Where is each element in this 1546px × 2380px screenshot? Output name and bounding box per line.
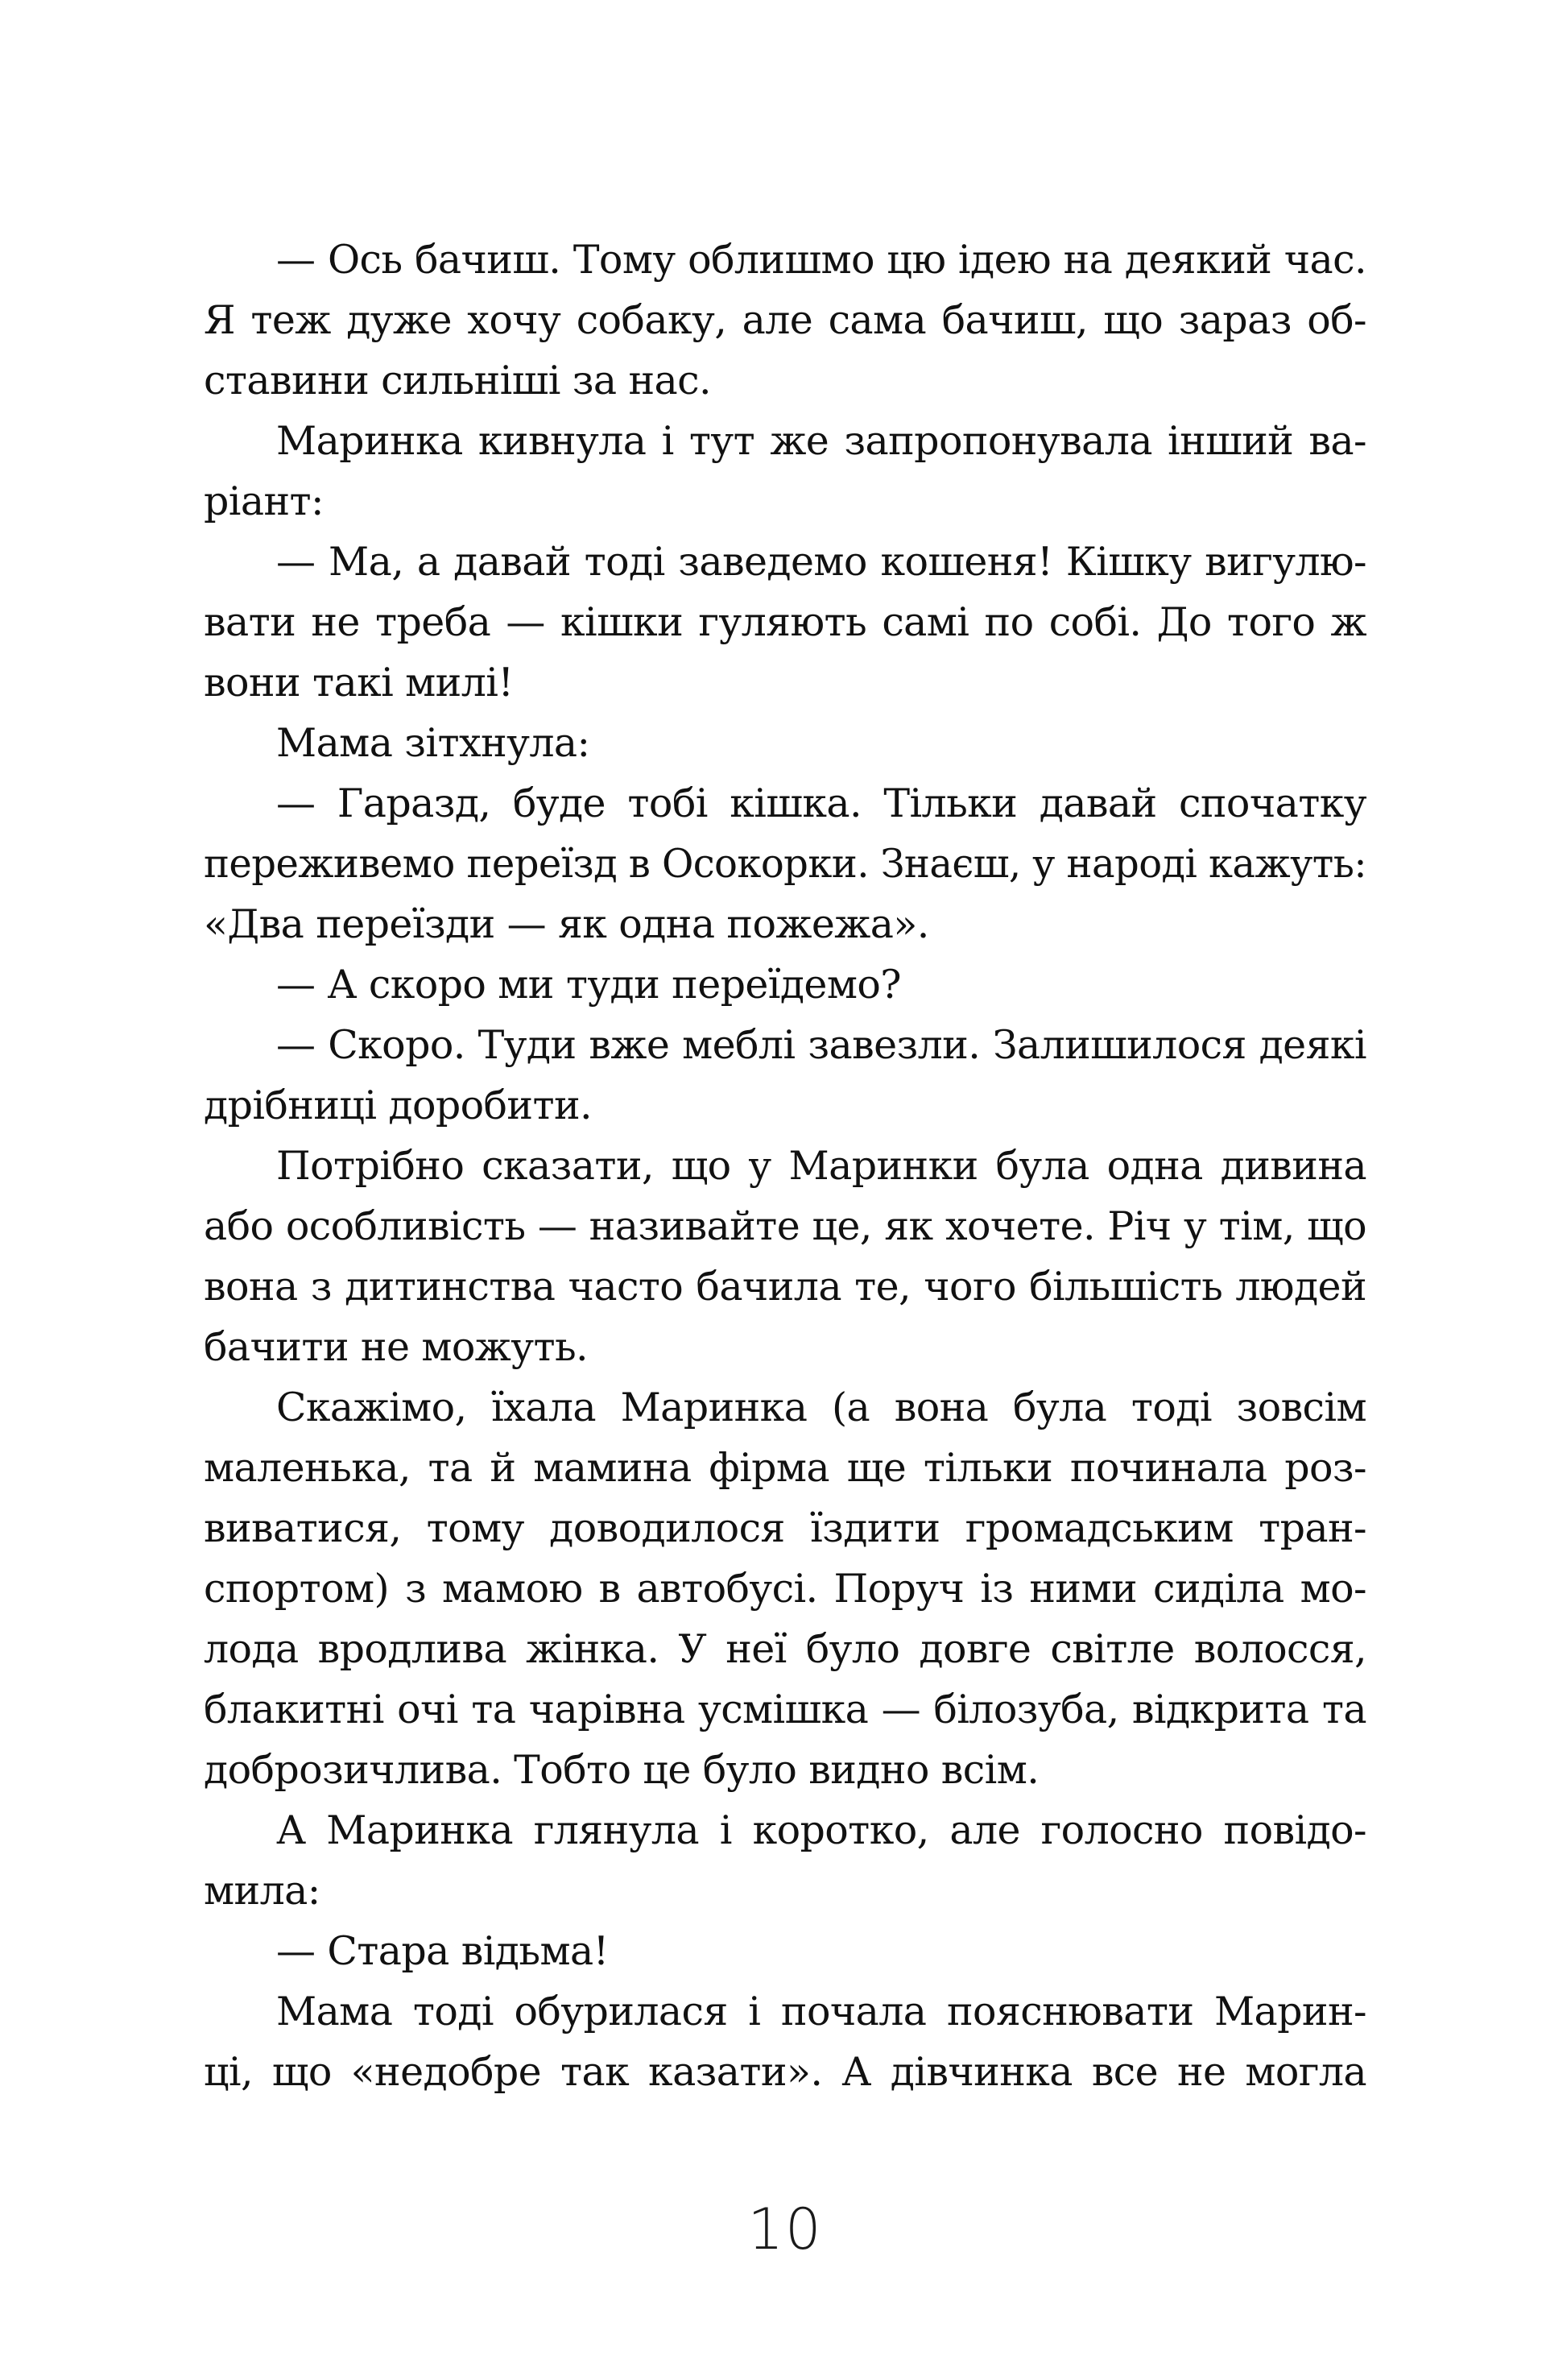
text-line: переживемо переїзд в Осокорки. Знаєш, у народі кажуть: xyxy=(204,841,1366,887)
text-line: Маринка кивнула і тут же запропонувала інший ва- xyxy=(276,418,1366,464)
page-number: 10 xyxy=(747,2196,823,2262)
text-line: Скажімо, їхала Маринка (а вона була тоді зовсім xyxy=(276,1385,1366,1430)
text-line: мила: xyxy=(204,1868,320,1914)
text-line: дрібниці доробити. xyxy=(204,1082,593,1128)
text-line: ріант: xyxy=(204,478,324,524)
text-line: Мама тоді обурилася і почала пояснювати Марин- xyxy=(276,1989,1366,2034)
text-line: спортом) з мамою в автобусі. Поруч із ними сиділа мо- xyxy=(204,1566,1366,1612)
text-line: лода вродлива жінка. У неї було довге світле волосся, xyxy=(204,1626,1366,1672)
text-line: — Ма, а давай тоді заведемо кошеня! Кішку вигулю- xyxy=(276,539,1366,585)
text-line: Потрібно сказати, що у Маринки була одна дивина xyxy=(276,1143,1366,1189)
text-line: — Стара відьма! xyxy=(276,1928,609,1974)
text-line: вона з дитинства часто бачила те, чого більшість людей xyxy=(204,1264,1366,1310)
text-line: бачити не можуть. xyxy=(204,1324,589,1370)
text-line: блакитні очі та чарівна усмішка — білозуба, відкрита та xyxy=(204,1687,1366,1732)
text-line: — Скоро. Туди вже меблі завезли. Залишилося деякі xyxy=(276,1022,1366,1068)
text-line: Я теж дуже хочу собаку, але сама бачиш, що зараз об- xyxy=(204,297,1366,343)
text-line: ці, що «недобре так казати». А дівчинка все не могла xyxy=(204,2049,1366,2095)
text-line: виватися, тому доводилося їздити громадським тран- xyxy=(204,1505,1366,1551)
text-line: вони такі милі! xyxy=(204,660,514,706)
text-line: маленька, та й мамина фірма ще тільки починала роз- xyxy=(204,1445,1366,1491)
text-line: доброзичлива. Тобто це було видно всім. xyxy=(204,1747,1040,1793)
text-line: ставини сильніші за нас. xyxy=(204,358,711,404)
text-line: «Два переїзди — як одна пожежа». xyxy=(204,901,929,947)
text-line: — Гаразд, буде тобі кішка. Тільки давай спочатку xyxy=(276,780,1366,826)
text-line: вати не треба — кішки гуляють самі по собі. До того ж xyxy=(204,599,1366,645)
text-line: Мама зітхнула: xyxy=(276,720,590,766)
text-line: або особливість — називайте це, як хочете. Річ у тім, що xyxy=(204,1203,1366,1249)
body-text xyxy=(204,230,1366,2102)
text-line: — А скоро ми туди переїдемо? xyxy=(276,962,901,1008)
text-line: А Маринка глянула і коротко, але голосно повідо- xyxy=(276,1807,1366,1853)
text-line: — Ось бачиш. Тому облишмо цю ідею на деякий час. xyxy=(276,237,1366,283)
